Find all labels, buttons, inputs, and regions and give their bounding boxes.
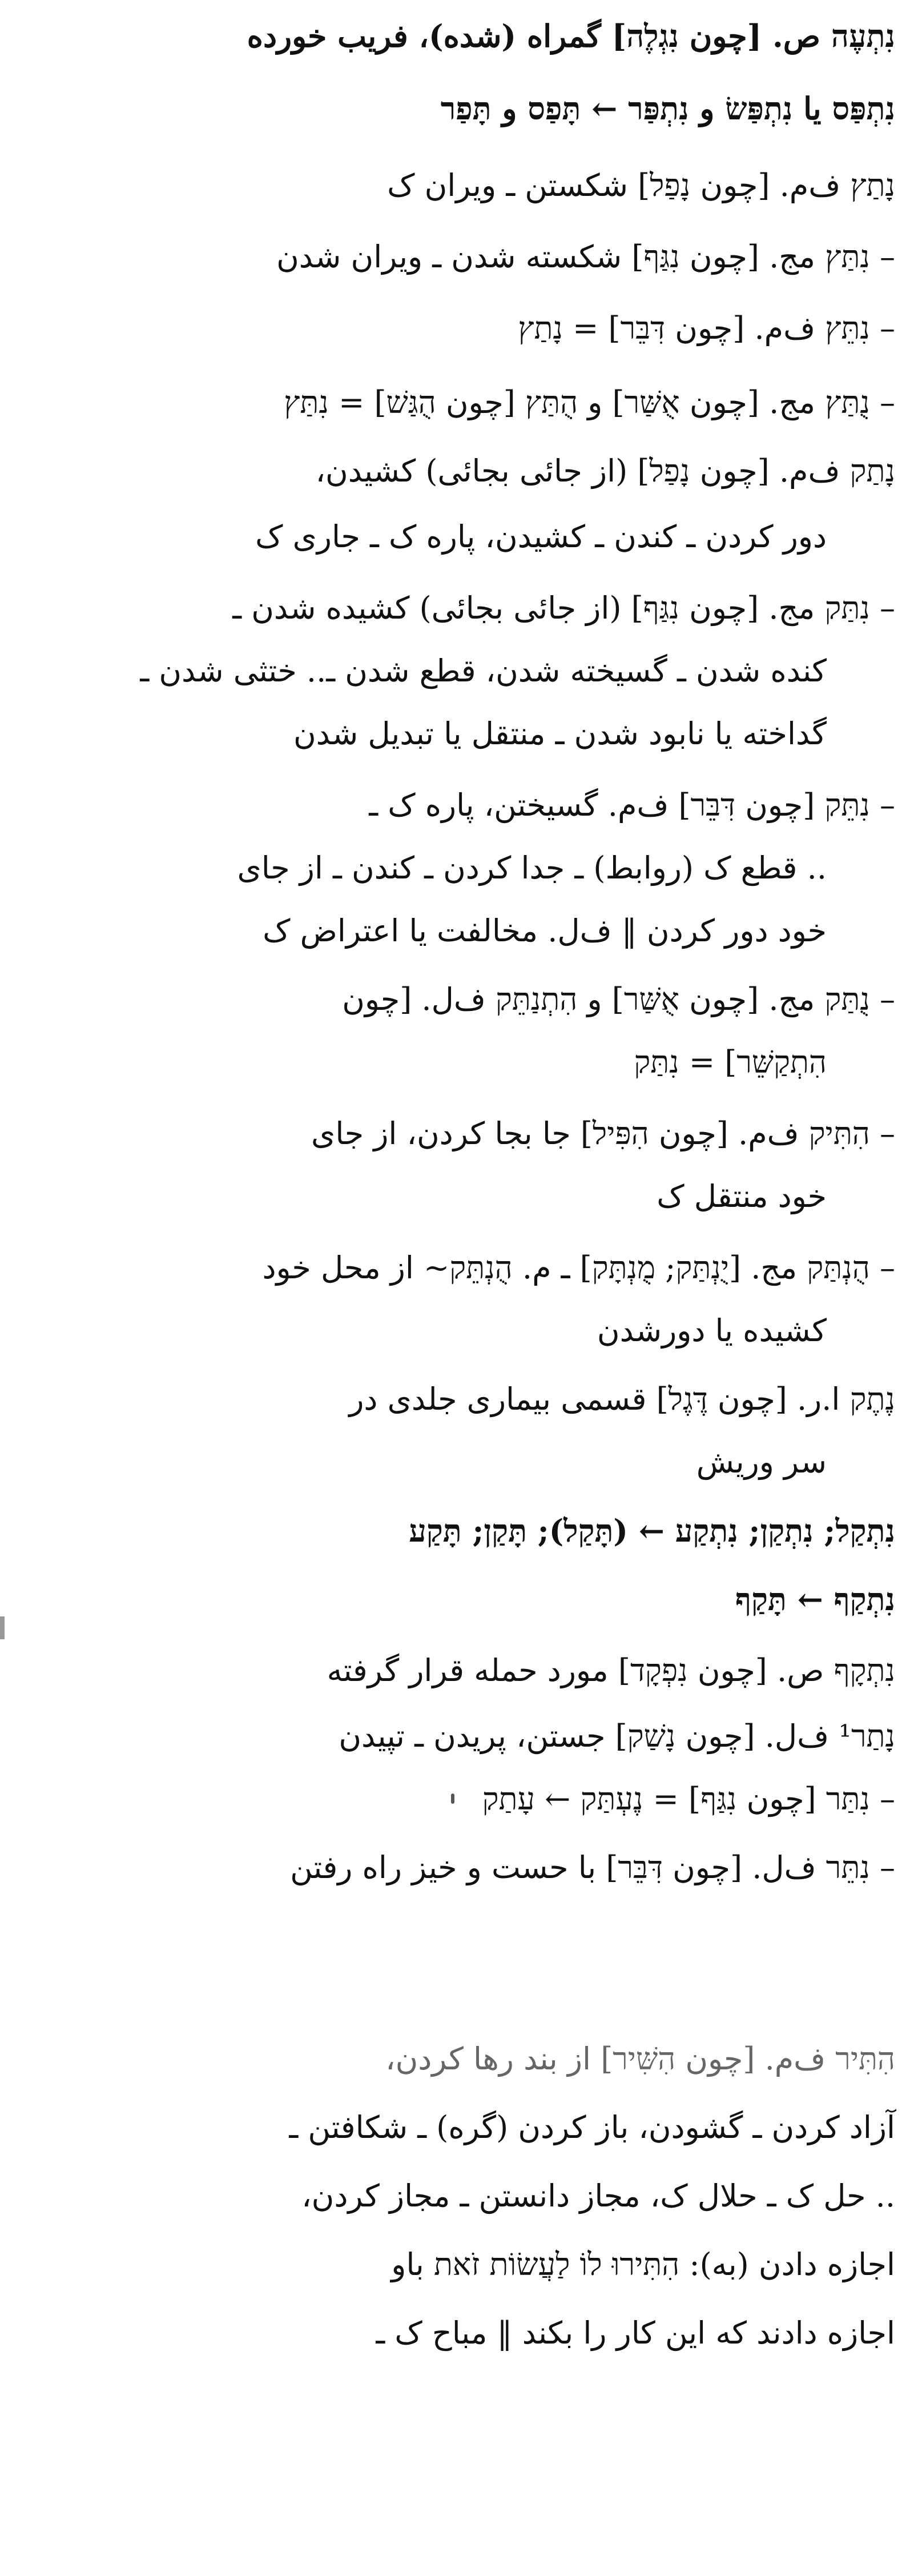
entry-line: נִתְקָף ص. [چون נִפְקָד] مورد حمله قرار گرفته (327, 1652, 895, 1688)
stray-mark (451, 1793, 454, 1804)
entry-line: – הִתִּיק ف‌م. [چون הִפִּיל] جا بجا کردن، از جای (311, 1116, 895, 1151)
entry-line: .. قطع ک (روابط) ـ جدا کردن ـ کندن ـ از جای (237, 850, 827, 886)
entry-line: נִתְקַל; נִתְקַן; נִתְקַע ← (תָּקַל); תָּקַן; תָּקַע (409, 1512, 895, 1549)
entry-line: – הֻנְתַּק مج. [יֻנְתַּק; מֻנְתָּק] ـ م. הֻנְתֵּק~ از محل خود (262, 1250, 895, 1286)
entry-line: – נֻתַּץ مج. [چون אֻשַּׁר] و הֻתַּץ [چون הֻגַּשׁ] = נִתַּץ (284, 384, 895, 420)
entry-line: دور کردن ـ کندن ـ کشیدن، پاره ک ـ جاری ک (255, 519, 827, 555)
entry-line: נָתַר¹ ف‌ل. [چون נָשַׁק] جستن، پریدن ـ تپیدن (339, 1718, 895, 1754)
entry-line: کشیده یا دورشدن (597, 1313, 827, 1349)
entry-line: הִתִּיר ف‌م. [چون הִשִּׁיר] از بند رها کردن، (385, 2041, 895, 2077)
entry-line: – נִתַּק مج. [چون נִגַּף] (از جائی بجائی) کشیده شدن ـ (232, 590, 895, 626)
entry-line: נִתְעֶה ص. [چون נִגְלֶה] گمراه (شده)، فریب خورده (247, 18, 895, 54)
entry-line: اجازه دادن (به): הִתִּירוּ לוֹ לַעֲשׂוֹת זֹאת باو (391, 2246, 895, 2282)
entry-line: נָתַץ ف‌م. [چون נָפַל] شکستن ـ ویران ک (387, 167, 895, 203)
entry-line: – נִתַּץ مج. [چون נִגַּף] شکسته شدن ـ ویران شدن (276, 239, 895, 275)
entry-line: آزاد کردن ـ گشودن، باز کردن (گره) ـ شکافتن ـ (289, 2109, 895, 2145)
entry-line: سر وریش (696, 1444, 827, 1480)
entry-line: – נִתֵּר ف‌ل. [چون דִּבֵּר] با حست و خیز راه رفتن (290, 1849, 895, 1885)
entry-line: خود منتقل ک (657, 1178, 827, 1214)
entry-line: – נִתֵּק [چون דִּבֵּר] ف‌م. گسیختن، پاره ک ـ (369, 787, 895, 823)
entry-line: کنده شدن ـ گسیخته شدن، قطع شدن ـ.. ختثی شدن ـ (140, 653, 827, 689)
entry-line: נָתַק ف‌م. [چون נָפַל] (از جائی بجائی) کشیدن، (315, 453, 895, 489)
entry-line: – נִתֵּץ ف‌م. [چون דִּבֵּר] = נָתַץ (518, 310, 895, 346)
entry-line: נִתְפַּס یا נִתְפַּשׂ و נִתְפַּר ← תָּפַס و תָּפַר (440, 90, 895, 127)
entry-line: .. حل ک ـ حلال ک، مجاز دانستن ـ مجاز کردن، (301, 2178, 895, 2214)
margin-mark (0, 1616, 5, 1639)
entry-line: הִתְקַשֵּׁר] = נִתַּק (634, 1044, 827, 1080)
entry-line: נִתְקַף ← תָּקַף (735, 1581, 895, 1618)
entry-line: – נֻתַּק مج. [چون אֻשַּׁר] و הִתְנַתֵּק ف‌ل. [چون (342, 981, 895, 1017)
entry-line: خود دور کردن ‖ ف‌ل. مخالفت یا اعتراض ک (263, 913, 827, 949)
entry-line: נֶתֶק ا.ر. [چون דֶּגֶל] قسمی بیماری جلدی در (349, 1381, 895, 1417)
entry-line: گداخته یا نابود شدن ـ منتقل یا تبدیل شدن (293, 716, 827, 752)
entry-line: – נִתַּר [چون נִגַּף] = נֶעְתַּק ← עָתַק (482, 1781, 895, 1817)
entry-line: اجازه دادند که این کار را بکند ‖ مباح ک ـ (376, 2315, 895, 2351)
